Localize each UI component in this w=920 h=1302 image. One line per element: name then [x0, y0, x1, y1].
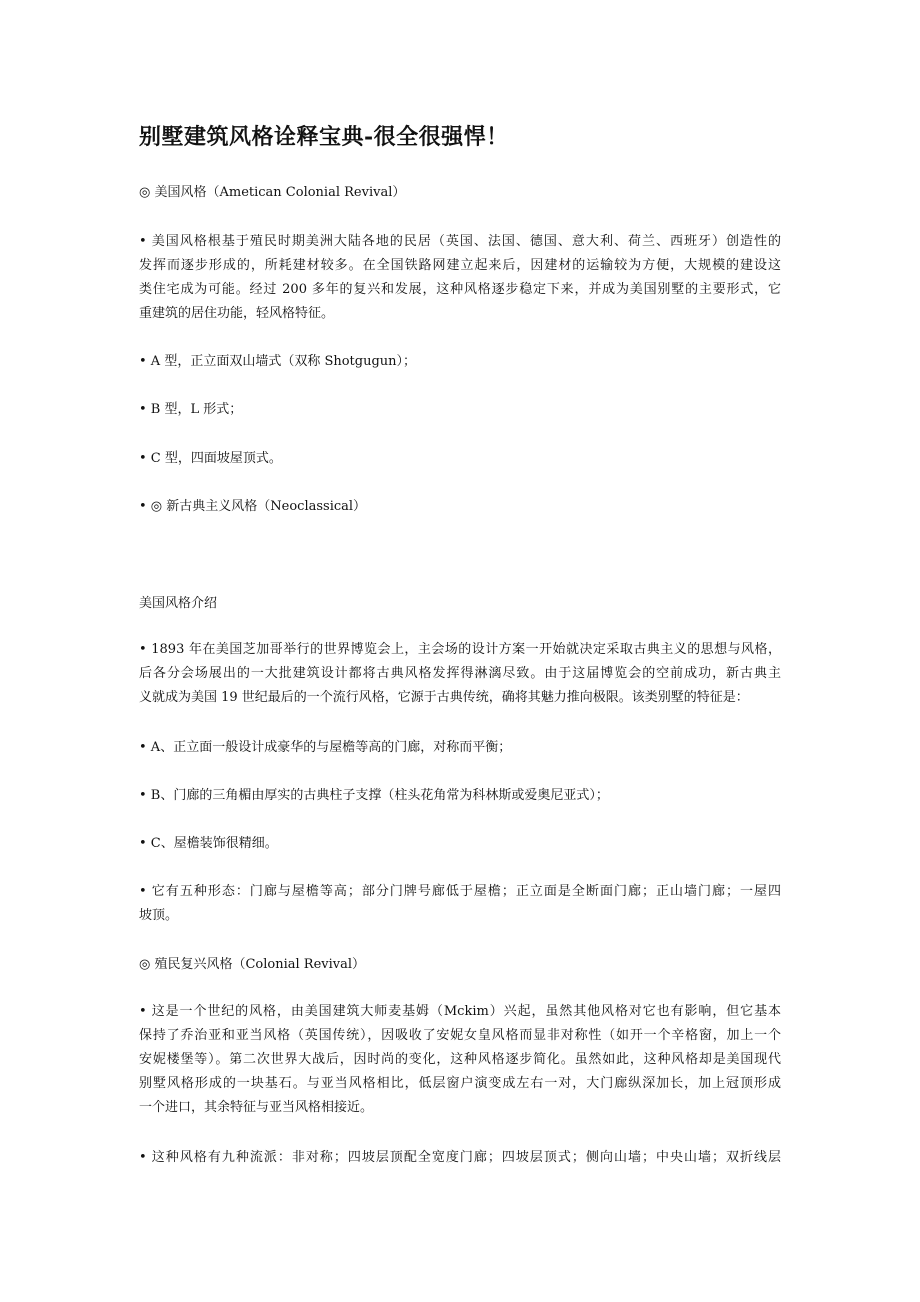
american-style-intro-heading: 美国风格介绍: [139, 596, 218, 611]
paragraph-line: 后各分会场展出的一大批建筑设计都将古典风格发挥得淋漓尽致。由于这届博览会的空前成功，新古典主: [139, 666, 781, 681]
american-style-paragraph: [139, 230, 781, 326]
colonial-revival-heading: ◎ 殖民复兴风格（Colonial Revival）: [139, 957, 366, 972]
american-style-heading: ◎ 美国风格（Ametican Colonial Revival）: [139, 185, 406, 200]
paragraph-line: 安妮楼堡等）。第二次世界大战后，因时尚的变化，这种风格逐步简化。虽然如此，这种风格却是美国现代: [139, 1052, 781, 1067]
paragraph-line: 义就成为美国 19 世纪最后的一个流行风格，它源于古典传统，确将其魅力推向极限。该类别墅的特征是：: [139, 690, 749, 705]
paragraph-line: • 美国风格根基于殖民时期美洲大陆各地的民居（英国、法国、德国、意大利、荷兰、西班牙）创造性的: [139, 234, 781, 249]
paragraph-line: • 这是一个世纪的风格，由美国建筑大师麦基姆（Mckim）兴起，虽然其他风格对它也有影响，但它基本: [139, 1004, 781, 1019]
colonial-revival-paragraph: [139, 1000, 781, 1120]
paragraph-line: 发挥而逐步形成的，所耗建材较多。在全国铁路网建立起来后，因建材的运输较为方便，大规模的建设这: [139, 258, 781, 273]
paragraph-line: 类住宅成为可能。经过 200 多年的复兴和发展，这种风格逐步稳定下来，并成为美国别墅的主要形式，它: [139, 282, 781, 297]
type-c-item: • C 型，四面坡屋顶式。: [139, 451, 282, 466]
document-title: 别墅建筑风格诠释宝典-很全很强悍！: [139, 124, 509, 150]
paragraph-line: • 这种风格有九种流派：非对称；四坡层顶配全宽度门廊；四坡层顶式；侧向山墙；中央山墙；双折线层: [139, 1150, 781, 1165]
five-forms-paragraph: [139, 880, 781, 928]
neoclassical-paragraph: [139, 638, 781, 710]
paragraph-line: 坡顶。: [139, 908, 179, 923]
feature-a-item: • A、正立面一般设计成豪华的与屋檐等高的门廊，对称而平衡；: [139, 740, 512, 755]
neoclassical-heading: • ◎ 新古典主义风格（Neoclassical）: [139, 499, 367, 514]
type-b-item: • B 型，L 形式；: [139, 402, 243, 417]
paragraph-line: • 1893 年在美国芝加哥举行的世界博览会上，主会场的设计方案一开始就决定采取古典主义的思想与风格，: [139, 642, 781, 657]
paragraph-line: 别墅风格形成的一块基石。与亚当风格相比，低层窗户演变成左右一对，大门廊纵深加长，加上冠顶形成: [139, 1076, 781, 1091]
paragraph-line: • 它有五种形态：门廊与屋檐等高；部分门牌号廊低于屋檐；正立面是全断面门廊；正山墙门廊；一屋四: [139, 884, 781, 899]
nine-schools-paragraph: [139, 1146, 781, 1170]
paragraph-line: 重建筑的居住功能，轻风格特征。: [139, 306, 335, 321]
type-a-item: • A 型，正立面双山墙式（双称 Shotgugun）；: [139, 354, 417, 369]
feature-c-item: • C、屋檐装饰很精细。: [139, 836, 278, 851]
paragraph-line: 一个进口，其余特征与亚当风格相接近。: [139, 1100, 374, 1115]
paragraph-line: 保持了乔治亚和亚当风格（英国传统），因吸收了安妮女皇风格而显非对称性（如开一个辛格窗，加上一个: [139, 1028, 781, 1043]
feature-b-item: • B、门廊的三角楣由厚实的古典柱子支撑（柱头花角常为科林斯或爱奥尼亚式）；: [139, 788, 609, 803]
